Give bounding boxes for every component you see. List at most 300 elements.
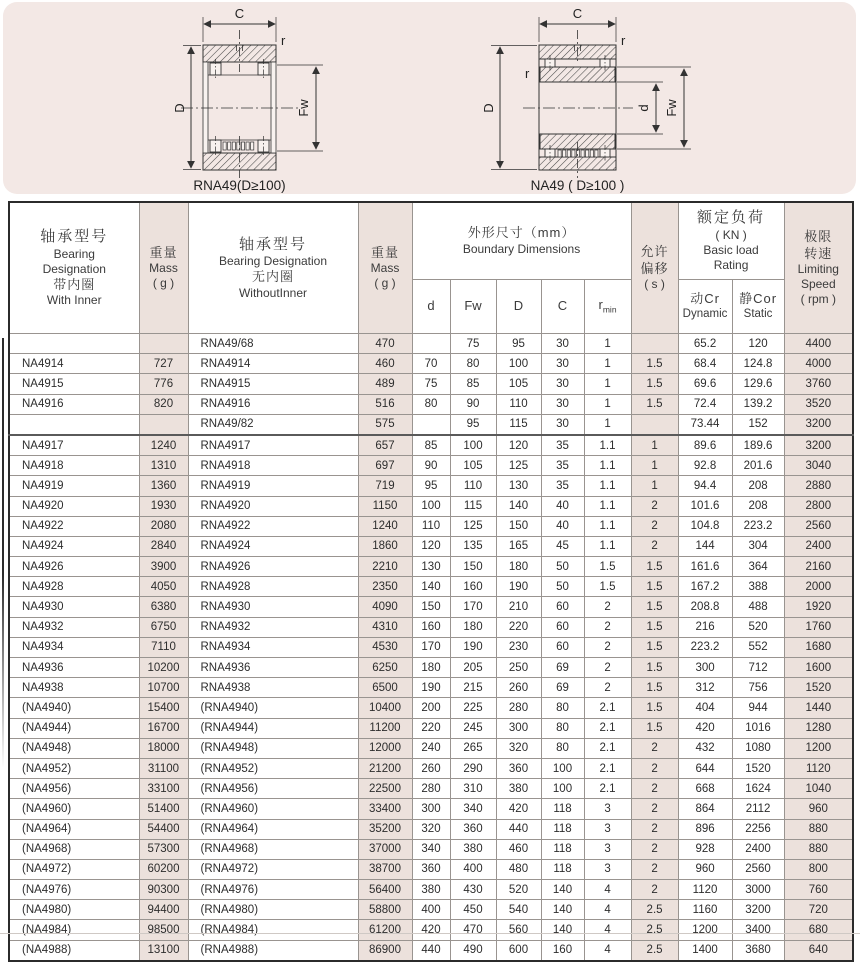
allowable-offset-s: 1.5 <box>631 374 678 394</box>
dim-d: 260 <box>412 758 450 778</box>
allowable-offset-s: 1.5 <box>631 718 678 738</box>
dim-d: 400 <box>412 900 450 920</box>
mass-with-inner: 94400 <box>139 900 188 920</box>
bearing-with-inner: NA4924 <box>9 536 139 556</box>
dim-c: 40 <box>541 496 584 516</box>
header-dim-rmin <box>584 280 631 334</box>
allowable-offset-s: 1.5 <box>631 698 678 718</box>
limiting-speed: 3200 <box>784 435 853 456</box>
dim-outer-d: 180 <box>496 557 541 577</box>
dim-outer-d: 300 <box>496 718 541 738</box>
static-load-cor: 201.6 <box>732 456 784 476</box>
allowable-offset-s: 2 <box>631 516 678 536</box>
dim-d: 100 <box>412 496 450 516</box>
mass-without-inner: 22500 <box>358 779 412 799</box>
dim-rmin: 2 <box>584 637 631 657</box>
header-en: Boundary Dimensions <box>462 241 581 256</box>
header-dim-outer-d: D <box>496 280 541 334</box>
dim-fw: 190 <box>450 637 496 657</box>
dynamic-load-cr: 92.8 <box>678 456 732 476</box>
mass-with-inner: 60200 <box>139 859 188 879</box>
header-bearing-with-inner <box>9 202 139 334</box>
dim-rmin: 4 <box>584 940 631 961</box>
dim-d: 190 <box>412 678 450 698</box>
dim-c: 35 <box>541 476 584 496</box>
dim-outer-d: 600 <box>496 940 541 961</box>
bearing-with-inner: NA4920 <box>9 496 139 516</box>
dim-rmin: 3 <box>584 859 631 879</box>
dim-c: 118 <box>541 859 584 879</box>
dim-fw: 75 <box>450 334 496 354</box>
dim-outer-d: 150 <box>496 516 541 536</box>
bearing-with-inner: (NA4980) <box>9 900 139 920</box>
mass-without-inner: 21200 <box>358 758 412 778</box>
dynamic-load-cr: 144 <box>678 536 732 556</box>
dim-label-c: C <box>234 6 245 21</box>
dim-outer-d: 220 <box>496 617 541 637</box>
table-row <box>9 577 853 597</box>
dim-fw: 360 <box>450 819 496 839</box>
header-en: Bearing <box>53 246 95 261</box>
bearing-without-inner: RNA4918 <box>188 456 358 476</box>
header-zh: 外形尺寸（mm） <box>467 225 576 241</box>
dynamic-load-cr: 300 <box>678 658 732 678</box>
mass-with-inner: 776 <box>139 374 188 394</box>
allowable-offset-s: 2 <box>631 758 678 778</box>
dim-rmin: 2.1 <box>584 698 631 718</box>
allowable-offset-s: 1.5 <box>631 557 678 577</box>
limiting-speed: 4400 <box>784 334 853 354</box>
bearing-with-inner: NA4926 <box>9 557 139 577</box>
limiting-speed: 2000 <box>784 577 853 597</box>
mass-with-inner: 16700 <box>139 718 188 738</box>
mass-without-inner: 11200 <box>358 718 412 738</box>
table-row <box>9 557 853 577</box>
static-load-cor: 388 <box>732 577 784 597</box>
allowable-offset-s: 2 <box>631 880 678 900</box>
allowable-offset-s <box>631 334 678 354</box>
dim-c: 60 <box>541 637 584 657</box>
limiting-speed: 1440 <box>784 698 853 718</box>
bearing-without-inner: (RNA4980) <box>188 900 358 920</box>
table-row <box>9 637 853 657</box>
dim-fw: 85 <box>450 374 496 394</box>
dim-outer-d: 260 <box>496 678 541 698</box>
header-mass-with-inner <box>139 202 188 334</box>
dim-fw: 180 <box>450 617 496 637</box>
mass-without-inner: 33400 <box>358 799 412 819</box>
header-zh: 偏移 <box>640 260 669 276</box>
dim-outer-d: 250 <box>496 658 541 678</box>
mass-with-inner: 1310 <box>139 456 188 476</box>
allowable-offset-s: 2 <box>631 536 678 556</box>
mass-without-inner: 2350 <box>358 577 412 597</box>
dynamic-load-cr: 89.6 <box>678 435 732 456</box>
header-unit: ( s ) <box>644 276 665 291</box>
header-zh: 无内圈 <box>251 269 294 285</box>
dim-d: 200 <box>412 698 450 718</box>
limiting-speed: 1280 <box>784 718 853 738</box>
allowable-offset-s: 1 <box>631 435 678 456</box>
dynamic-load-cr: 208.8 <box>678 597 732 617</box>
dim-rmin: 2.1 <box>584 738 631 758</box>
dim-rmin: 3 <box>584 839 631 859</box>
mass-with-inner: 33100 <box>139 779 188 799</box>
bearing-with-inner: NA4915 <box>9 374 139 394</box>
bearing-without-inner: RNA4914 <box>188 354 358 374</box>
dim-fw: 135 <box>450 536 496 556</box>
bearing-spec-table <box>8 201 854 962</box>
limiting-speed: 760 <box>784 880 853 900</box>
dim-d: 220 <box>412 718 450 738</box>
mass-without-inner: 35200 <box>358 819 412 839</box>
table-body <box>9 334 853 961</box>
dim-outer-d: 230 <box>496 637 541 657</box>
mass-with-inner: 2080 <box>139 516 188 536</box>
mass-with-inner: 6380 <box>139 597 188 617</box>
dim-d: 340 <box>412 839 450 859</box>
dim-rmin: 4 <box>584 880 631 900</box>
dim-fw: 310 <box>450 779 496 799</box>
allowable-offset-s: 2.5 <box>631 900 678 920</box>
dim-c: 118 <box>541 839 584 859</box>
allowable-offset-s: 1.5 <box>631 354 678 374</box>
dim-rmin: 1 <box>584 354 631 374</box>
limiting-speed: 1200 <box>784 738 853 758</box>
limiting-speed: 1680 <box>784 637 853 657</box>
dim-fw: 265 <box>450 738 496 758</box>
dim-rmin: 1 <box>584 394 631 414</box>
mass-without-inner: 2210 <box>358 557 412 577</box>
dynamic-load-cr: 65.2 <box>678 334 732 354</box>
mass-with-inner: 3900 <box>139 557 188 577</box>
static-load-cor: 152 <box>732 414 784 435</box>
dim-fw: 400 <box>450 859 496 879</box>
dynamic-load-cr: 312 <box>678 678 732 698</box>
mass-without-inner: 61200 <box>358 920 412 940</box>
dim-rmin: 2.1 <box>584 718 631 738</box>
bearing-with-inner: (NA4984) <box>9 920 139 940</box>
mass-without-inner: 1240 <box>358 516 412 536</box>
mass-with-inner <box>139 334 188 354</box>
dynamic-load-cr: 1200 <box>678 920 732 940</box>
header-mass-without-inner <box>358 202 412 334</box>
static-load-cor: 756 <box>732 678 784 698</box>
limiting-speed: 1760 <box>784 617 853 637</box>
mass-with-inner: 15400 <box>139 698 188 718</box>
header-unit: ( KN ) <box>715 227 747 242</box>
bearing-without-inner: RNA4938 <box>188 678 358 698</box>
mass-with-inner: 98500 <box>139 920 188 940</box>
diagram-panel <box>3 2 856 194</box>
header-en: Rating <box>713 257 749 272</box>
dynamic-load-cr: 928 <box>678 839 732 859</box>
limiting-speed: 880 <box>784 819 853 839</box>
table-row <box>9 779 853 799</box>
bearing-with-inner <box>9 334 139 354</box>
bearing-with-inner: (NA4988) <box>9 940 139 961</box>
table-row <box>9 334 853 354</box>
dynamic-load-cr: 94.4 <box>678 476 732 496</box>
table-row <box>9 435 853 456</box>
table-row <box>9 698 853 718</box>
bearing-without-inner: RNA4919 <box>188 476 358 496</box>
header-en: Mass <box>370 261 400 276</box>
allowable-offset-s: 1.5 <box>631 394 678 414</box>
static-load-cor: 520 <box>732 617 784 637</box>
mass-with-inner: 10200 <box>139 658 188 678</box>
bearing-with-inner: NA4922 <box>9 516 139 536</box>
limiting-speed: 2800 <box>784 496 853 516</box>
limiting-speed: 800 <box>784 859 853 879</box>
table-row <box>9 738 853 758</box>
allowable-offset-s: 1.5 <box>631 658 678 678</box>
bearing-without-inner: RNA4934 <box>188 637 358 657</box>
header-static-cor <box>732 280 784 334</box>
mass-without-inner: 697 <box>358 456 412 476</box>
limiting-speed: 2560 <box>784 516 853 536</box>
dim-outer-d: 125 <box>496 456 541 476</box>
table-row <box>9 658 853 678</box>
dim-rmin: 1.1 <box>584 456 631 476</box>
allowable-offset-s: 1.5 <box>631 637 678 657</box>
dim-c: 80 <box>541 718 584 738</box>
header-unit: ( rpm ) <box>800 291 836 306</box>
dim-fw: 215 <box>450 678 496 698</box>
mass-with-inner: 7110 <box>139 637 188 657</box>
header-en: Static <box>743 308 773 321</box>
static-load-cor: 944 <box>732 698 784 718</box>
table-row <box>9 920 853 940</box>
allowable-offset-s: 1 <box>631 456 678 476</box>
bearing-without-inner: RNA4916 <box>188 394 358 414</box>
bearing-with-inner: (NA4972) <box>9 859 139 879</box>
dynamic-load-cr: 104.8 <box>678 516 732 536</box>
dim-fw: 245 <box>450 718 496 738</box>
dim-label-r-left: r <box>525 66 530 81</box>
static-load-cor: 2560 <box>732 859 784 879</box>
mass-without-inner: 1860 <box>358 536 412 556</box>
dim-rmin: 1 <box>584 374 631 394</box>
table-row <box>9 374 853 394</box>
dynamic-load-cr: 72.4 <box>678 394 732 414</box>
dim-rmin: 2 <box>584 658 631 678</box>
table-row <box>9 678 853 698</box>
mass-without-inner: 470 <box>358 334 412 354</box>
bearing-without-inner: RNA49/68 <box>188 334 358 354</box>
dim-c: 100 <box>541 779 584 799</box>
header-zh: 允许 <box>640 244 669 260</box>
mass-with-inner: 51400 <box>139 799 188 819</box>
header-zh: 转速 <box>804 245 833 261</box>
table-row <box>9 456 853 476</box>
dim-c: 30 <box>541 374 584 394</box>
static-load-cor: 208 <box>732 476 784 496</box>
dynamic-load-cr: 1160 <box>678 900 732 920</box>
bearing-with-inner: NA4932 <box>9 617 139 637</box>
dim-d: 90 <box>412 456 450 476</box>
dim-fw: 80 <box>450 354 496 374</box>
dim-label-fw: Fw <box>296 99 311 117</box>
table-row <box>9 516 853 536</box>
dynamic-load-cr: 101.6 <box>678 496 732 516</box>
bearing-with-inner: (NA4960) <box>9 799 139 819</box>
mass-without-inner: 58800 <box>358 900 412 920</box>
allowable-offset-s: 2.5 <box>631 920 678 940</box>
header-en: With Inner <box>46 293 102 307</box>
dim-d: 95 <box>412 476 450 496</box>
dim-label-r-top: r <box>621 33 626 48</box>
dim-d: 140 <box>412 577 450 597</box>
dynamic-load-cr: 69.6 <box>678 374 732 394</box>
dim-outer-d: 520 <box>496 880 541 900</box>
dim-rmin: 1.5 <box>584 557 631 577</box>
static-load-cor: 120 <box>732 334 784 354</box>
table-row <box>9 496 853 516</box>
dim-outer-d: 190 <box>496 577 541 597</box>
dim-fw: 450 <box>450 900 496 920</box>
allowable-offset-s: 2 <box>631 819 678 839</box>
header-zh: 额定负荷 <box>697 209 766 227</box>
header-unit: ( g ) <box>152 276 175 291</box>
rna49-caption: RNA49(D≥100) <box>193 178 286 193</box>
dim-label-fw: Fw <box>664 99 679 117</box>
static-load-cor: 304 <box>732 536 784 556</box>
bearing-without-inner: RNA4920 <box>188 496 358 516</box>
static-load-cor: 3400 <box>732 920 784 940</box>
dim-c: 60 <box>541 597 584 617</box>
table-row <box>9 597 853 617</box>
dim-d: 160 <box>412 617 450 637</box>
dim-outer-d: 440 <box>496 819 541 839</box>
bearing-without-inner: (RNA4944) <box>188 718 358 738</box>
dim-fw: 115 <box>450 496 496 516</box>
allowable-offset-s: 1.5 <box>631 678 678 698</box>
table-row <box>9 940 853 961</box>
bearing-without-inner: (RNA4976) <box>188 880 358 900</box>
mass-without-inner: 460 <box>358 354 412 374</box>
mass-with-inner <box>139 414 188 435</box>
static-load-cor: 189.6 <box>732 435 784 456</box>
dim-c: 140 <box>541 900 584 920</box>
static-load-cor: 3680 <box>732 940 784 961</box>
header-en: Limiting <box>797 261 839 276</box>
dim-d: 85 <box>412 435 450 456</box>
bottom-rule <box>0 933 860 934</box>
mass-with-inner: 4050 <box>139 577 188 597</box>
bearing-without-inner: (RNA4948) <box>188 738 358 758</box>
mass-without-inner: 37000 <box>358 839 412 859</box>
dim-outer-d: 460 <box>496 839 541 859</box>
dim-outer-d: 100 <box>496 354 541 374</box>
bearing-with-inner: NA4917 <box>9 435 139 456</box>
bearing-with-inner: NA4914 <box>9 354 139 374</box>
dim-outer-d: 280 <box>496 698 541 718</box>
header-en: Bearing Designation <box>218 254 328 269</box>
dim-c: 30 <box>541 394 584 414</box>
bearing-without-inner: (RNA4968) <box>188 839 358 859</box>
bearing-with-inner: (NA4952) <box>9 758 139 778</box>
mass-with-inner: 54400 <box>139 819 188 839</box>
allowable-offset-s: 2 <box>631 779 678 799</box>
dim-c: 60 <box>541 617 584 637</box>
mass-without-inner: 6250 <box>358 658 412 678</box>
dim-rmin: 1.1 <box>584 435 631 456</box>
dim-outer-d: 360 <box>496 758 541 778</box>
dim-c: 35 <box>541 435 584 456</box>
static-load-cor: 2112 <box>732 799 784 819</box>
na49-cross-section-diagram <box>455 2 725 198</box>
header-zh: 轴承型号 <box>238 235 307 253</box>
static-load-cor: 124.8 <box>732 354 784 374</box>
limiting-speed: 640 <box>784 940 853 961</box>
dim-label-outer-d: D <box>172 103 187 113</box>
dim-c: 40 <box>541 516 584 536</box>
dim-rmin: 2.1 <box>584 779 631 799</box>
mass-without-inner: 4310 <box>358 617 412 637</box>
dim-rmin: 2 <box>584 678 631 698</box>
static-load-cor: 139.2 <box>732 394 784 414</box>
table-row <box>9 799 853 819</box>
needle-roller-cage-row <box>223 142 254 150</box>
dim-outer-d: 130 <box>496 476 541 496</box>
dim-fw: 225 <box>450 698 496 718</box>
mass-without-inner: 4530 <box>358 637 412 657</box>
dim-fw: 110 <box>450 476 496 496</box>
bearing-without-inner: (RNA4952) <box>188 758 358 778</box>
mass-with-inner: 10700 <box>139 678 188 698</box>
bearing-with-inner: (NA4940) <box>9 698 139 718</box>
table-row <box>9 839 853 859</box>
bearing-without-inner: RNA4924 <box>188 536 358 556</box>
allowable-offset-s: 2.5 <box>631 940 678 961</box>
mass-with-inner: 13100 <box>139 940 188 961</box>
static-load-cor: 1080 <box>732 738 784 758</box>
static-load-cor: 3200 <box>732 900 784 920</box>
bearing-without-inner: RNA49/82 <box>188 414 358 435</box>
bearing-with-inner: NA4919 <box>9 476 139 496</box>
dim-outer-d: 210 <box>496 597 541 617</box>
allowable-offset-s: 2 <box>631 738 678 758</box>
limiting-speed: 3520 <box>784 394 853 414</box>
limiting-speed: 680 <box>784 920 853 940</box>
bearing-without-inner: RNA4915 <box>188 374 358 394</box>
dim-d: 360 <box>412 859 450 879</box>
static-load-cor: 364 <box>732 557 784 577</box>
table-row <box>9 414 853 435</box>
mass-without-inner: 38700 <box>358 859 412 879</box>
mass-without-inner: 719 <box>358 476 412 496</box>
dim-fw: 160 <box>450 577 496 597</box>
header-en: Mass <box>149 261 178 276</box>
bearing-with-inner: NA4928 <box>9 577 139 597</box>
dynamic-load-cr: 1400 <box>678 940 732 961</box>
bearing-with-inner <box>9 414 139 435</box>
static-load-cor: 208 <box>732 496 784 516</box>
bearing-with-inner: (NA4964) <box>9 819 139 839</box>
mass-with-inner: 6750 <box>139 617 188 637</box>
limiting-speed: 2400 <box>784 536 853 556</box>
dynamic-load-cr: 167.2 <box>678 577 732 597</box>
mass-without-inner: 489 <box>358 374 412 394</box>
header-dim-d: d <box>412 280 450 334</box>
dim-c: 80 <box>541 738 584 758</box>
limiting-speed: 2880 <box>784 476 853 496</box>
dim-d: 420 <box>412 920 450 940</box>
limiting-speed: 2160 <box>784 557 853 577</box>
limiting-speed: 880 <box>784 839 853 859</box>
dynamic-load-cr: 432 <box>678 738 732 758</box>
